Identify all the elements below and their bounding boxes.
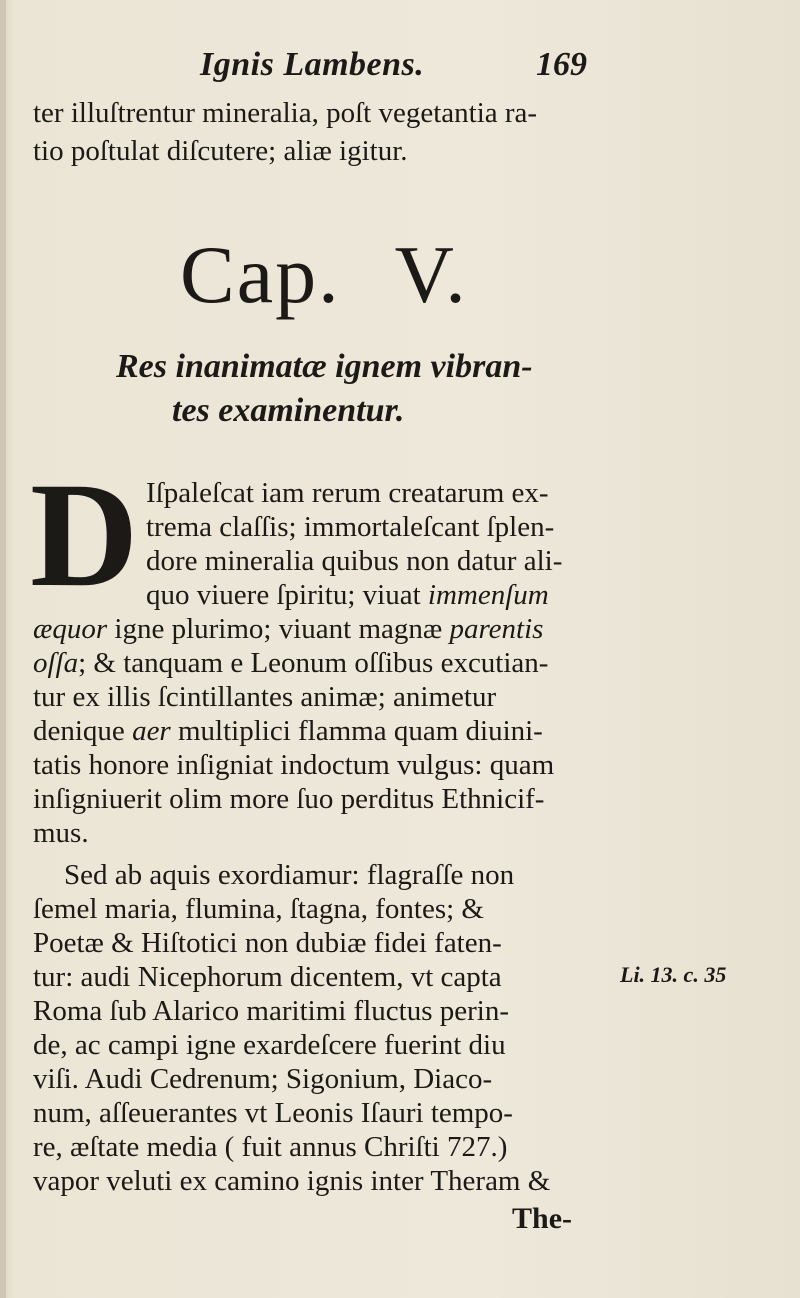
- para2-line-7: viſi. Audi Cedrenum; Sigonium, Diaco-: [33, 1063, 493, 1095]
- chapter-subtitle-line-2: tes examinentur.: [172, 392, 405, 429]
- para1-line-8-text-b: multiplici flamma quam diuini-: [170, 715, 543, 747]
- para2-line-5: Roma ſub Alarico maritimi fluctus perin-: [33, 995, 509, 1027]
- drop-capital: D: [30, 452, 139, 618]
- para1-line-3: dore mineralia quibus non datur ali-: [146, 545, 563, 577]
- para1-line-1: Iſpaleſcat iam rerum creatarum ex-: [146, 477, 549, 509]
- chapter-heading: [180, 228, 468, 322]
- para1-line-10: inſigniuerit olim more ſuo perditus Ethnicif-: [33, 783, 545, 815]
- para1-line-6-italic: oſſa: [33, 647, 79, 679]
- para1-line-4-italic: immenſum: [427, 579, 549, 611]
- para1-line-11: mus.: [33, 817, 89, 849]
- chapter-label: Cap.: [180, 229, 341, 320]
- running-title: Ignis Lambens.: [200, 46, 425, 83]
- intro-line-1: ter illuſtrentur mineralia, poſt vegetantia ra-: [33, 97, 538, 129]
- para1-line-9: tatis honore inſigniat indoctum vulgus: quam: [33, 749, 555, 781]
- para1-line-8-text-a: denique: [33, 715, 133, 747]
- para2-line-2: ſemel maria, flumina, ſtagna, fontes; &: [33, 893, 484, 925]
- page-gutter: [0, 0, 6, 1298]
- para1-line-7: tur ex illis ſcintillantes animæ; animetur: [33, 681, 497, 713]
- para1-line-2: trema claſſis; immortaleſcant ſplen-: [146, 511, 555, 543]
- chapter-subtitle-line-1: Res inanimatæ ignem vibran-: [116, 348, 533, 385]
- para1-line-8: [33, 714, 543, 748]
- chapter-number: V.: [394, 229, 468, 320]
- para1-line-4-text: quo viuere ſpiritu; viuat: [146, 579, 428, 611]
- para1-line-8-italic: aer: [132, 715, 171, 747]
- para1-line-4: [146, 578, 549, 612]
- para1-line-5: [33, 612, 543, 646]
- para1-line-5-italic-b: parentis: [449, 613, 544, 645]
- para1-line-5-italic-a: æquor: [33, 613, 108, 645]
- para2-line-6: de, ac campi igne exardeſcere fuerint diu: [33, 1029, 506, 1061]
- para2-line-9: re, æſtate media ( fuit annus Chriſti 727.): [33, 1131, 508, 1163]
- para2-line-3: Poetæ & Hiſtotici non dubiæ fidei faten-: [33, 927, 502, 959]
- margin-note: Li. 13. c. 35: [620, 962, 727, 987]
- para1-line-5-text: igne plurimo; viuant magnæ: [107, 613, 450, 645]
- para1-line-6-text: ; & tanquam e Leonum oſſibus excutian-: [78, 647, 549, 679]
- para2-line-10: vapor veluti ex camino ignis inter Theram &: [33, 1165, 551, 1197]
- para2-line-4: tur: audi Nicephorum dicentem, vt capta: [33, 961, 502, 993]
- para2-line-1: Sed ab aquis exordiamur: flagraſſe non: [64, 859, 515, 891]
- catchword: The-: [512, 1202, 572, 1235]
- intro-line-2: tio poſtulat diſcutere; aliæ igitur.: [33, 135, 408, 167]
- para2-line-8: num, aſſeuerantes vt Leonis Iſauri tempo-: [33, 1097, 513, 1129]
- page-number: 169: [536, 46, 587, 83]
- para1-line-6: [33, 646, 548, 680]
